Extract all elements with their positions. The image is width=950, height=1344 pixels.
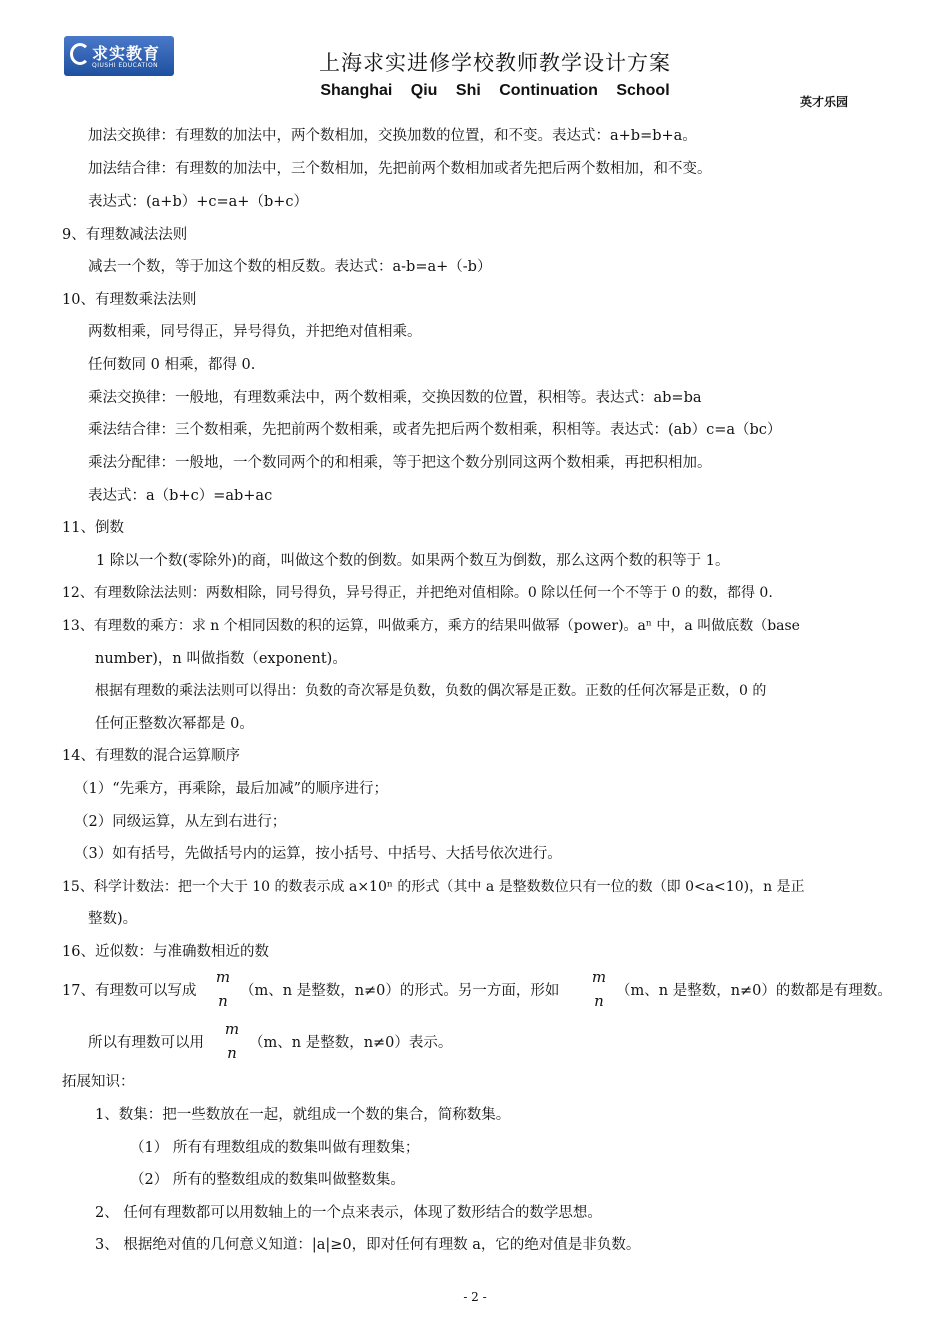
text-line: 1 除以一个数(零除外)的商，叫做这个数的倒数。如果两个数互为倒数，那么这两个数的积等于 1。 — [96, 553, 730, 569]
list-item: 3、 根据绝对值的几何意义知道：|a|≥0，即对任何有理数 a，它的绝对值是非负数。 — [95, 1237, 641, 1253]
text-line: （m、n 是整数，n≠0）的数都是有理数。 — [616, 983, 892, 999]
text-line: 表达式：(a+b）+c=a+（b+c） — [88, 194, 308, 210]
text-line: 所以有理数可以用 — [88, 1035, 204, 1051]
text-line: 加法交换律：有理数的加法中，两个数相加，交换加数的位置，和不变。表达式：a+b=b+a。 — [88, 128, 697, 144]
section-heading: 15、科学计数法：把一个大于 10 的数表示成 a×10ⁿ 的形式（其中 a 是整数数位只有一位的数（即 0<a<10)，n 是正 — [62, 879, 805, 895]
page-subtitle: Shanghai Qiu Shi Continuation School — [320, 82, 670, 99]
section-heading: 9、有理数减法法则 — [62, 227, 188, 243]
list-item: （1）“先乘方，再乘除，最后加减”的顺序进行； — [74, 781, 389, 797]
text-line: 乘法结合律：三个数相乘，先把前两个数相乘，或者先把后两个数相乘，积相等。表达式：(ab）c=a（bc） — [88, 422, 782, 438]
text-line: 两数相乘，同号得正，异号得负，并把绝对值相乘。 — [88, 324, 422, 340]
page-title: 上海求实进修学校教师教学设计方案 — [319, 51, 671, 75]
list-item: 2、 任何有理数都可以用数轴上的一个点来表示，体现了数形结合的数学思想。 — [95, 1205, 602, 1221]
fraction-denominator: n — [227, 1044, 237, 1062]
fraction-denominator: n — [594, 992, 604, 1010]
text-line: 任何正整数次幂都是 0。 — [95, 716, 254, 732]
text-line: 加法结合律：有理数的加法中，三个数相加，先把前两个数相加或者先把后两个数相加，和不变。 — [88, 161, 712, 177]
text-line: 乘法分配律：一般地，一个数同两个的和相乘，等于把这个数分别同这两个数相乘，再把积相加。 — [88, 455, 712, 471]
list-item: （2）同级运算，从左到右进行； — [74, 814, 287, 830]
section-heading: 拓展知识： — [62, 1074, 135, 1090]
fraction-denominator: n — [218, 992, 228, 1010]
list-item: （1） 所有有理数组成的数集叫做有理数集； — [130, 1140, 420, 1156]
section-heading: 13、有理数的乘方：求 n 个相同因数的积的运算，叫做乘方，乘方的结果叫做幂（power)。aⁿ 中，a 叫做底数（base — [62, 618, 800, 634]
logo-subtext: QIUSHI EDUCATION — [92, 62, 159, 69]
list-item: 1、数集：把一些数放在一起，就组成一个数的集合，简称数集。 — [95, 1107, 511, 1123]
section-heading: 10、有理数乘法法则 — [62, 292, 197, 308]
text-line: 整数)。 — [88, 911, 138, 927]
section-heading: 16、近似数：与准确数相近的数 — [62, 944, 269, 960]
section-heading: 14、有理数的混合运算顺序 — [62, 748, 240, 764]
text-line: （m、n 是整数，n≠0）表示。 — [249, 1035, 453, 1051]
page-number: - 2 - — [463, 1290, 487, 1304]
logo-text: 求实教育 — [92, 44, 161, 63]
text-line: 减去一个数，等于加这个数的相反数。表达式：a-b=a+（-b） — [88, 259, 492, 275]
text-line: 乘法交换律：一般地，有理数乘法中，两个数相乘，交换因数的位置，积相等。表达式：ab=ba — [88, 390, 702, 406]
fraction-m-over-n — [591, 968, 607, 1010]
fraction-numerator: m — [215, 968, 231, 986]
header-tagline: 英才乐园 — [800, 95, 849, 109]
text-line: 任何数同 0 相乘，都得 0. — [88, 357, 256, 373]
text-line: 表达式：a（b+c）=ab+ac — [88, 488, 273, 504]
section-heading: 17、有理数可以写成 — [62, 983, 197, 999]
fraction-m-over-n — [224, 1020, 240, 1062]
text-line: number)，n 叫做指数（exponent)。 — [95, 651, 347, 667]
fraction-numerator: m — [224, 1020, 240, 1038]
text-line: （m、n 是整数，n≠0）的形式。另一方面，形如 — [240, 983, 560, 999]
text-line: 根据有理数的乘法法则可以得出：负数的奇次幂是负数，负数的偶次幂是正数。正数的任何次幂是正数，0 的 — [95, 683, 767, 699]
section-heading: 12、有理数除法法则：两数相除，同号得负，异号得正，并把绝对值相除。0 除以任何一个不等于 0 的数，都得 0. — [62, 585, 773, 601]
fraction-m-over-n — [215, 968, 231, 1010]
section-heading: 11、倒数 — [62, 520, 124, 536]
fraction-numerator: m — [591, 968, 607, 986]
list-item: （3）如有括号，先做括号内的运算，按小括号、中括号、大括号依次进行。 — [74, 846, 562, 862]
list-item: （2） 所有的整数组成的数集叫做整数集。 — [130, 1172, 405, 1188]
